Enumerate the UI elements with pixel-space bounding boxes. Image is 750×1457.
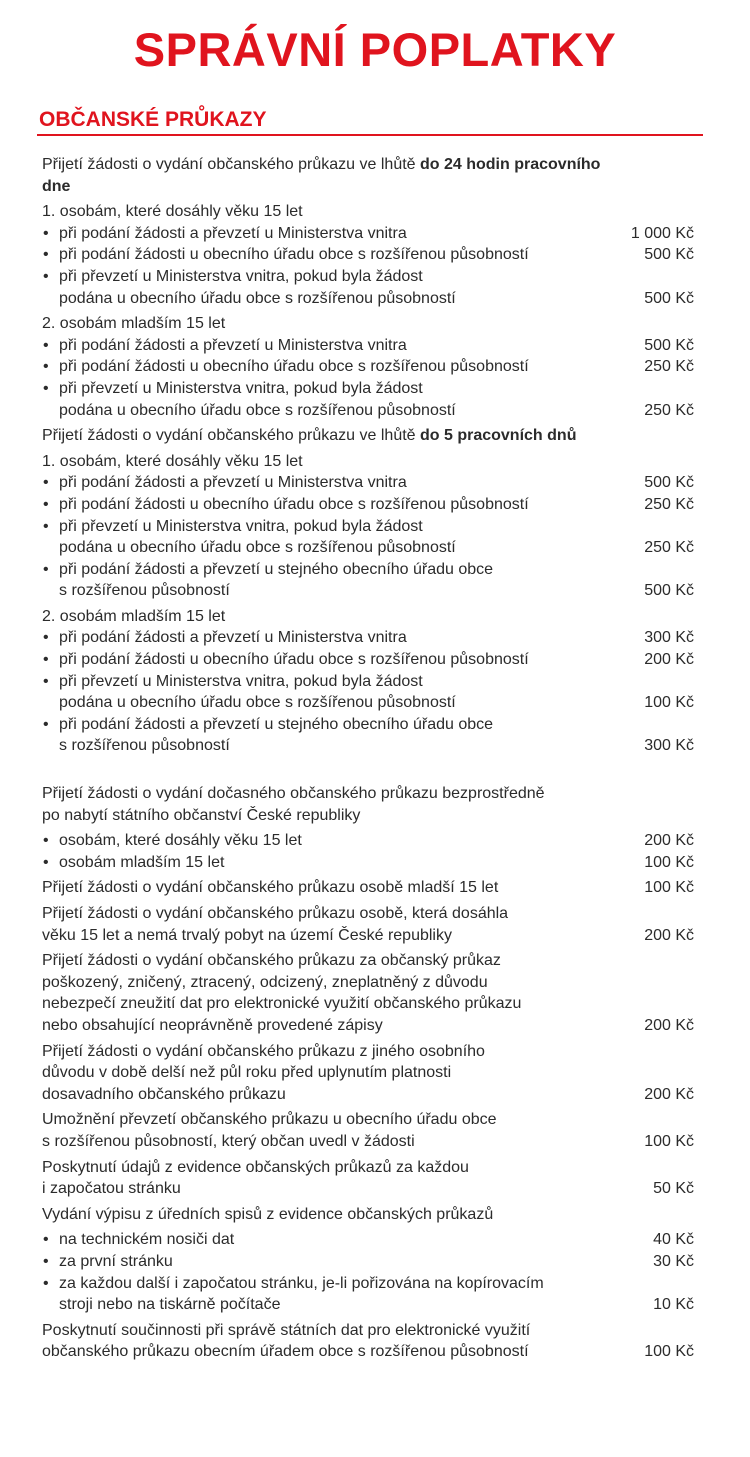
fee-text-line bbox=[42, 1341, 694, 1363]
description-text: Přijetí žádosti o vydání občanského průkazu osobě mladší 15 let bbox=[42, 879, 499, 897]
fee-bullet-line bbox=[42, 266, 694, 288]
description-text: podána u obecního úřadu obce s rozšířenou působností bbox=[59, 401, 456, 419]
bullet-icon: • bbox=[43, 672, 49, 690]
bullet-icon: • bbox=[43, 1252, 49, 1270]
fee-text-line bbox=[42, 783, 694, 805]
fee-continuation-line bbox=[42, 1294, 694, 1316]
fee-amount: 250 Kč bbox=[644, 539, 694, 557]
section-divider bbox=[37, 134, 703, 136]
fee-text-line bbox=[42, 1041, 694, 1063]
description-text: podána u obecního úřadu obce s rozšířenou působností bbox=[59, 539, 456, 557]
bullet-icon: • bbox=[43, 267, 49, 285]
description-text: nebezpečí zneužití dat pro elektronické využití občanského průkazu bbox=[42, 995, 522, 1013]
fee-text-line bbox=[42, 313, 694, 335]
fee-text-line bbox=[42, 805, 694, 827]
fee-amount: 250 Kč bbox=[644, 401, 694, 419]
fee-description bbox=[59, 1294, 280, 1316]
fee-description bbox=[42, 1206, 493, 1223]
fee-list bbox=[42, 154, 694, 1363]
fee-amount: 250 Kč bbox=[644, 358, 694, 376]
fee-description bbox=[42, 1086, 286, 1103]
fee-description bbox=[42, 203, 303, 220]
description-text: Poskytnutí údajů z evidence občanských průkazů za každou bbox=[42, 1158, 469, 1176]
description-text: 2. osobám mladším 15 let bbox=[42, 315, 226, 333]
description-text: po nabytí státního občanství České republiky bbox=[42, 806, 361, 824]
fee-text-line bbox=[42, 925, 694, 947]
fee-text-line bbox=[42, 154, 694, 176]
fee-description bbox=[59, 692, 456, 714]
fee-amount: 100 Kč bbox=[644, 694, 694, 712]
fee-bullet-line bbox=[42, 671, 694, 693]
fee-description bbox=[42, 1180, 181, 1197]
fee-description bbox=[42, 608, 225, 625]
page-title: SPRÁVNÍ POPLATKY bbox=[133, 23, 617, 76]
description-text: osobám mladším 15 let bbox=[59, 853, 225, 871]
bullet-icon: • bbox=[43, 495, 49, 513]
fee-amount: 500 Kč bbox=[644, 336, 694, 354]
spacer bbox=[42, 757, 694, 783]
fee-bullet-line bbox=[42, 1251, 694, 1273]
fee-description bbox=[42, 1017, 383, 1034]
fee-bullet-line bbox=[42, 494, 694, 516]
fee-bullet-line bbox=[42, 244, 694, 266]
fee-bullet-line bbox=[42, 1273, 694, 1295]
fee-text-line bbox=[42, 1157, 694, 1179]
fee-description bbox=[42, 427, 576, 444]
fee-amount: 200 Kč bbox=[644, 832, 694, 850]
fee-description bbox=[59, 580, 230, 602]
description-text: Přijetí žádosti o vydání dočasného občanského průkazu bezprostředně bbox=[42, 785, 545, 803]
bullet-icon: • bbox=[43, 1231, 49, 1249]
description-text: 1. osobám, které dosáhly věku 15 let bbox=[42, 203, 303, 221]
fee-text-line bbox=[42, 1015, 694, 1037]
description-text: 2. osobám mladším 15 let bbox=[42, 607, 226, 625]
description-text: při převzetí u Ministerstva vnitra, pokud byla žádost bbox=[59, 517, 423, 535]
description-text: při převzetí u Ministerstva vnitra, pokud byla žádost bbox=[59, 379, 423, 397]
description-text: věku 15 let a nemá trvalý pobyt na území České republiky bbox=[42, 926, 452, 944]
fee-amount: 100 Kč bbox=[644, 1343, 694, 1361]
fee-description bbox=[42, 1159, 469, 1176]
bullet-icon: • bbox=[43, 336, 49, 354]
description-text: Vydání výpisu z úředních spisů z evidence občanských průkazů bbox=[42, 1205, 494, 1223]
fee-description bbox=[59, 494, 529, 516]
description-text: občanského průkazu obecním úřadem obce s rozšířenou působností bbox=[42, 1343, 529, 1361]
description-text: při převzetí u Ministerstva vnitra, pokud byla žádost bbox=[59, 672, 423, 690]
fee-description bbox=[59, 1273, 544, 1295]
fee-description bbox=[59, 1229, 234, 1251]
fee-text-line bbox=[42, 1178, 694, 1200]
fee-text-line bbox=[42, 1131, 694, 1153]
fee-description bbox=[59, 830, 302, 852]
description-text: při podání žádosti u obecního úřadu obce s rozšířenou působností bbox=[59, 246, 529, 264]
fee-bullet-line bbox=[42, 335, 694, 357]
bullet-icon: • bbox=[43, 629, 49, 647]
fee-bullet-line bbox=[42, 559, 694, 581]
fee-description bbox=[59, 472, 407, 494]
fee-bullet-line bbox=[42, 649, 694, 671]
fee-text-line bbox=[42, 451, 694, 473]
fee-description bbox=[42, 1043, 485, 1060]
fee-bullet-line bbox=[42, 830, 694, 852]
fee-continuation-line bbox=[42, 400, 694, 422]
fee-amount: 100 Kč bbox=[644, 1132, 694, 1150]
section-heading: OBČANSKÉ PRŮKAZY bbox=[39, 108, 267, 131]
fee-description bbox=[59, 649, 529, 671]
fee-text-line bbox=[42, 993, 694, 1015]
fee-amount: 500 Kč bbox=[644, 582, 694, 600]
description-text: za každou další i započatou stránku, je-li pořizována na kopírovacím bbox=[59, 1274, 544, 1292]
fee-amount: 500 Kč bbox=[644, 289, 694, 307]
description-text: dosavadního občanského průkazu bbox=[42, 1085, 286, 1103]
description-text: nebo obsahující neoprávněně provedené zápisy bbox=[42, 1016, 383, 1034]
fee-bullet-line bbox=[42, 223, 694, 245]
fee-bullet-line bbox=[42, 627, 694, 649]
fee-text-line bbox=[42, 176, 694, 198]
fee-amount: 100 Kč bbox=[644, 853, 694, 871]
fee-amount: 200 Kč bbox=[644, 651, 694, 669]
description-text: Přijetí žádosti o vydání občanského průkazu za občanský průkaz bbox=[42, 952, 501, 970]
fee-description bbox=[59, 516, 423, 538]
bullet-icon: • bbox=[43, 474, 49, 492]
description-text: na technickém nosiči dat bbox=[59, 1231, 235, 1249]
bullet-icon: • bbox=[43, 517, 49, 535]
fee-description bbox=[42, 453, 303, 470]
fee-amount: 100 Kč bbox=[644, 879, 694, 897]
bullet-icon: • bbox=[43, 832, 49, 850]
description-text: Umožnění převzetí občanského průkazu u obecního úřadu obce bbox=[42, 1111, 497, 1129]
description-text: při podání žádosti a převzetí u stejného obecního úřadu obce bbox=[59, 715, 494, 733]
fee-amount: 500 Kč bbox=[644, 246, 694, 264]
bullet-icon: • bbox=[43, 715, 49, 733]
fee-description bbox=[59, 400, 456, 422]
fee-text-line bbox=[42, 877, 694, 899]
fee-description bbox=[42, 995, 521, 1012]
fee-text-line bbox=[42, 950, 694, 972]
deadline-emphasis: do 5 pracovních dnů bbox=[420, 427, 577, 445]
fee-description bbox=[59, 266, 423, 288]
fee-amount: 30 Kč bbox=[653, 1252, 694, 1270]
fee-text-line bbox=[42, 425, 694, 447]
description-text: osobám, které dosáhly věku 15 let bbox=[59, 832, 302, 850]
fee-continuation-line bbox=[42, 692, 694, 714]
fee-text-line bbox=[42, 1204, 694, 1226]
fee-description bbox=[59, 671, 423, 693]
fee-description bbox=[59, 852, 224, 874]
description-text: při podání žádosti a převzetí u stejného obecního úřadu obce bbox=[59, 560, 494, 578]
fee-amount: 40 Kč bbox=[653, 1231, 694, 1249]
bullet-icon: • bbox=[43, 246, 49, 264]
fee-description bbox=[42, 1322, 530, 1339]
fee-description bbox=[42, 178, 70, 195]
fee-description bbox=[59, 378, 423, 400]
fee-text-line bbox=[42, 201, 694, 223]
fee-continuation-line bbox=[42, 537, 694, 559]
description-text: Přijetí žádosti o vydání občanského průkazu ve lhůtě bbox=[42, 427, 420, 445]
description-text: Přijetí žádosti o vydání občanského průkazu z jiného osobního bbox=[42, 1042, 485, 1060]
fee-description bbox=[42, 1133, 415, 1150]
fee-amount: 500 Kč bbox=[644, 474, 694, 492]
fee-description bbox=[59, 335, 407, 357]
fee-description bbox=[42, 785, 545, 802]
fee-bullet-line bbox=[42, 378, 694, 400]
bullet-icon: • bbox=[43, 560, 49, 578]
description-text: při podání žádosti a převzetí u Ministerstva vnitra bbox=[59, 336, 407, 354]
description-text: stroji nebo na tiskárně počítače bbox=[59, 1296, 281, 1314]
fee-amount: 300 Kč bbox=[644, 737, 694, 755]
description-text: Poskytnutí součinnosti při správě státních dat pro elektronické využití bbox=[42, 1321, 531, 1339]
fee-continuation-line bbox=[42, 580, 694, 602]
description-text: podána u obecního úřadu obce s rozšířenou působností bbox=[59, 289, 456, 307]
fee-bullet-line bbox=[42, 714, 694, 736]
description-text: Přijetí žádosti o vydání občanského průkazu osobě, která dosáhla bbox=[42, 905, 509, 922]
description-text: podána u obecního úřadu obce s rozšířenou působností bbox=[59, 694, 456, 712]
deadline-emphasis: dne bbox=[42, 177, 71, 195]
description-text: s rozšířenou působností, který občan uvedl v žádosti bbox=[42, 1132, 415, 1150]
bullet-icon: • bbox=[43, 379, 49, 397]
fee-continuation-line bbox=[42, 288, 694, 310]
fee-text-line bbox=[42, 903, 694, 925]
fee-description bbox=[42, 927, 452, 944]
fee-description bbox=[59, 1251, 173, 1273]
fee-amount: 200 Kč bbox=[644, 926, 694, 944]
bullet-icon: • bbox=[43, 358, 49, 376]
fee-amount: 10 Kč bbox=[653, 1296, 694, 1314]
description-text: při podání žádosti a převzetí u Ministerstva vnitra bbox=[59, 224, 407, 242]
description-text: při převzetí u Ministerstva vnitra, pokud byla žádost bbox=[59, 267, 423, 285]
fee-description bbox=[59, 714, 493, 736]
fee-description bbox=[42, 1111, 497, 1128]
description-text: při podání žádosti u obecního úřadu obce s rozšířenou působností bbox=[59, 358, 529, 376]
fee-description bbox=[59, 735, 230, 757]
fee-amount: 250 Kč bbox=[644, 495, 694, 513]
fee-text-line bbox=[42, 972, 694, 994]
fee-amount: 1 000 Kč bbox=[630, 224, 694, 242]
fee-bullet-line bbox=[42, 356, 694, 378]
fee-description bbox=[42, 952, 501, 969]
bullet-icon: • bbox=[43, 853, 49, 871]
fee-description bbox=[59, 223, 407, 245]
fee-text-line bbox=[42, 1062, 694, 1084]
fee-description bbox=[59, 356, 529, 378]
description-text: při podání žádosti u obecního úřadu obce s rozšířenou působností bbox=[59, 651, 529, 669]
fee-continuation-line bbox=[42, 735, 694, 757]
description-text: s rozšířenou působností bbox=[59, 582, 230, 600]
description-text: poškozený, zničený, ztracený, odcizený, zneplatněný z důvodu bbox=[42, 973, 488, 991]
fee-description bbox=[59, 288, 456, 310]
fee-bullet-line bbox=[42, 516, 694, 538]
description-text: Přijetí žádosti o vydání občanského průkazu ve lhůtě bbox=[42, 156, 420, 173]
fee-bullet-line bbox=[42, 1229, 694, 1251]
bullet-icon: • bbox=[43, 224, 49, 242]
fee-text-line bbox=[42, 1109, 694, 1131]
fee-text-line bbox=[42, 1084, 694, 1106]
description-text: s rozšířenou působností bbox=[59, 737, 230, 755]
bullet-icon: • bbox=[43, 651, 49, 669]
fee-amount: 200 Kč bbox=[644, 1016, 694, 1034]
fee-description bbox=[42, 905, 508, 922]
description-text: při podání žádosti a převzetí u Ministerstva vnitra bbox=[59, 474, 407, 492]
fee-amount: 200 Kč bbox=[644, 1085, 694, 1103]
fee-description bbox=[59, 244, 529, 266]
description-text: při podání žádosti a převzetí u Ministerstva vnitra bbox=[59, 629, 407, 647]
bullet-icon: • bbox=[43, 1274, 49, 1292]
fee-bullet-line bbox=[42, 852, 694, 874]
fee-text-line bbox=[42, 606, 694, 628]
fee-description bbox=[42, 974, 488, 991]
fee-description bbox=[42, 315, 225, 332]
description-text: při podání žádosti u obecního úřadu obce s rozšířenou působností bbox=[59, 495, 529, 513]
fee-description bbox=[59, 559, 493, 581]
description-text: i započatou stránku bbox=[42, 1180, 181, 1198]
fee-description bbox=[59, 627, 407, 649]
fee-text-line bbox=[42, 1320, 694, 1342]
fee-description bbox=[42, 879, 498, 896]
fee-description bbox=[42, 807, 360, 824]
fee-description bbox=[42, 1064, 451, 1081]
description-text: 1. osobám, které dosáhly věku 15 let bbox=[42, 452, 303, 470]
description-text: důvodu v době delší než půl roku před uplynutím platnosti bbox=[42, 1064, 452, 1082]
fee-bullet-line bbox=[42, 472, 694, 494]
deadline-emphasis: do 24 hodin pracovního bbox=[420, 156, 601, 173]
fee-description bbox=[42, 1343, 529, 1360]
fee-description bbox=[59, 537, 456, 559]
fee-description bbox=[42, 156, 600, 173]
description-text: za první stránku bbox=[59, 1252, 173, 1270]
fee-amount: 50 Kč bbox=[653, 1180, 694, 1198]
fee-amount: 300 Kč bbox=[644, 629, 694, 647]
